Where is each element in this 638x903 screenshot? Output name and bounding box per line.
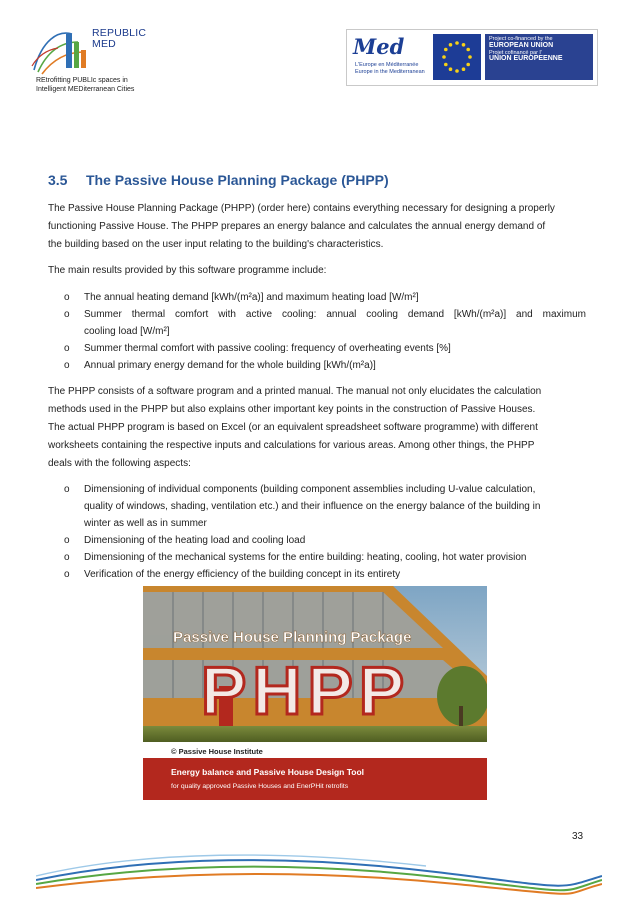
section-number: 3.5	[48, 172, 68, 188]
list-item-text: Annual primary energy demand for the whole building [kWh/(m²a)]	[84, 360, 376, 371]
cover-band-line-1: Energy balance and Passive House Design Tool	[171, 767, 365, 777]
eu-line-4: UNION EUROPEENNE	[489, 55, 563, 63]
med-subtitle	[355, 62, 431, 75]
cover-copyright: © Passive House Institute	[171, 747, 263, 756]
list-item-text: cooling load [W/m²]	[84, 326, 170, 337]
med-programme-logo	[349, 32, 429, 81]
list-item-text: Dimensioning of the mechanical systems for the entire building: heating, cooling, hot water provision	[84, 552, 527, 563]
republic-med-graphic-icon	[28, 20, 98, 80]
paragraph-2: The main results provided by this software programme include:	[48, 265, 327, 276]
list-item-text: Summer thermal comfort with active cooling: annual cooling demand [kWh/(m²a)] and maximum	[84, 309, 586, 320]
paragraph-3-line-2: methods used in the PHPP but also explains other important key points in the construction of Passive Houses.	[48, 404, 536, 415]
paragraph-3-line-1: The PHPP consists of a software program and a printed manual. The manual not only elucidates the calculation	[48, 386, 542, 397]
bullet-mark: o	[64, 569, 70, 580]
bullet-mark: o	[64, 360, 70, 371]
list-item-text: Dimensioning of individual components (building component assemblies including U-value calculation,	[84, 484, 536, 495]
med-eu-logo	[346, 29, 598, 86]
list-item-text: Dimensioning of the heating load and cooling load	[84, 535, 306, 546]
bullet-mark: o	[64, 309, 70, 320]
list-item-text: winter as well as in summer	[84, 518, 207, 529]
list-item-text: Summer thermal comfort with passive cooling: frequency of overheating events [%]	[84, 343, 451, 354]
brand-name	[92, 28, 146, 50]
phpp-cover-image	[143, 586, 487, 800]
bullet-mark: o	[64, 535, 70, 546]
tagline-line-2: Intelligent MEDiterranean Cities	[36, 86, 135, 93]
cover-title: Passive House Planning Package	[173, 629, 412, 646]
paragraph-3-line-5: deals with the following aspects:	[48, 458, 191, 469]
paragraph-1-line-3: the building based on the user input relating to the building's characteristics.	[48, 239, 384, 250]
bullet-mark: o	[64, 343, 70, 354]
paragraph-3-line-4: worksheets containing the respective inputs and calculations for various areas. Among other things, the PHPP	[48, 440, 535, 451]
eu-flag-icon	[433, 34, 481, 80]
paragraph-1-line-1: The Passive House Planning Package (PHPP) (order here) contains everything necessary for designing a properly	[48, 203, 555, 214]
med-subtitle-fr: L'Europe en Méditerranée	[355, 62, 419, 68]
brand-line-1: REPUBLIC	[92, 27, 147, 39]
eu-cofinance-text	[485, 34, 593, 80]
brand-tagline	[36, 76, 186, 94]
bullet-mark: o	[64, 552, 70, 563]
phpp-logo: PHPP	[201, 653, 411, 729]
paragraph-1-line-2: functioning Passive House. The PHPP prepares an energy balance and calculates the annual energy demand of	[48, 221, 546, 232]
med-wordmark: Med	[353, 34, 405, 59]
tagline-line-1: REtrofitting PUBLIc spaces in	[36, 77, 128, 84]
eu-line-1: Project co-financed by the	[489, 36, 553, 42]
eu-line-3: Projet cofinancé par l'	[489, 49, 542, 56]
med-subtitle-en: Europe in the Mediterranean	[355, 68, 425, 75]
footer-swoosh-decoration	[36, 850, 602, 895]
republic-med-logo	[28, 20, 178, 98]
bullet-mark: o	[64, 484, 70, 495]
brand-line-2: MED	[92, 38, 116, 50]
list-item-text: Verification of the energy efficiency of the building concept in its entirety	[84, 569, 401, 580]
list-item-text: The annual heating demand [kWh/(m²a)] and maximum heating load [W/m²]	[84, 292, 419, 303]
section-heading	[48, 172, 389, 188]
section-title: The Passive House Planning Package (PHPP)	[86, 172, 389, 188]
cover-band-line-2: for quality approved Passive Houses and EnerPHit retrofits	[171, 783, 349, 790]
bullet-mark: o	[64, 292, 70, 303]
page-number: 33	[572, 831, 584, 842]
eu-line-2: EUROPEAN UNION	[489, 41, 554, 49]
list-item-text: quality of windows, shading, ventilation etc.) and their influence on the energy balance of the building in	[84, 501, 541, 512]
paragraph-3-line-3: The actual PHPP program is based on Excel (or an equivalent spreadsheet software programme) with different	[48, 422, 538, 433]
